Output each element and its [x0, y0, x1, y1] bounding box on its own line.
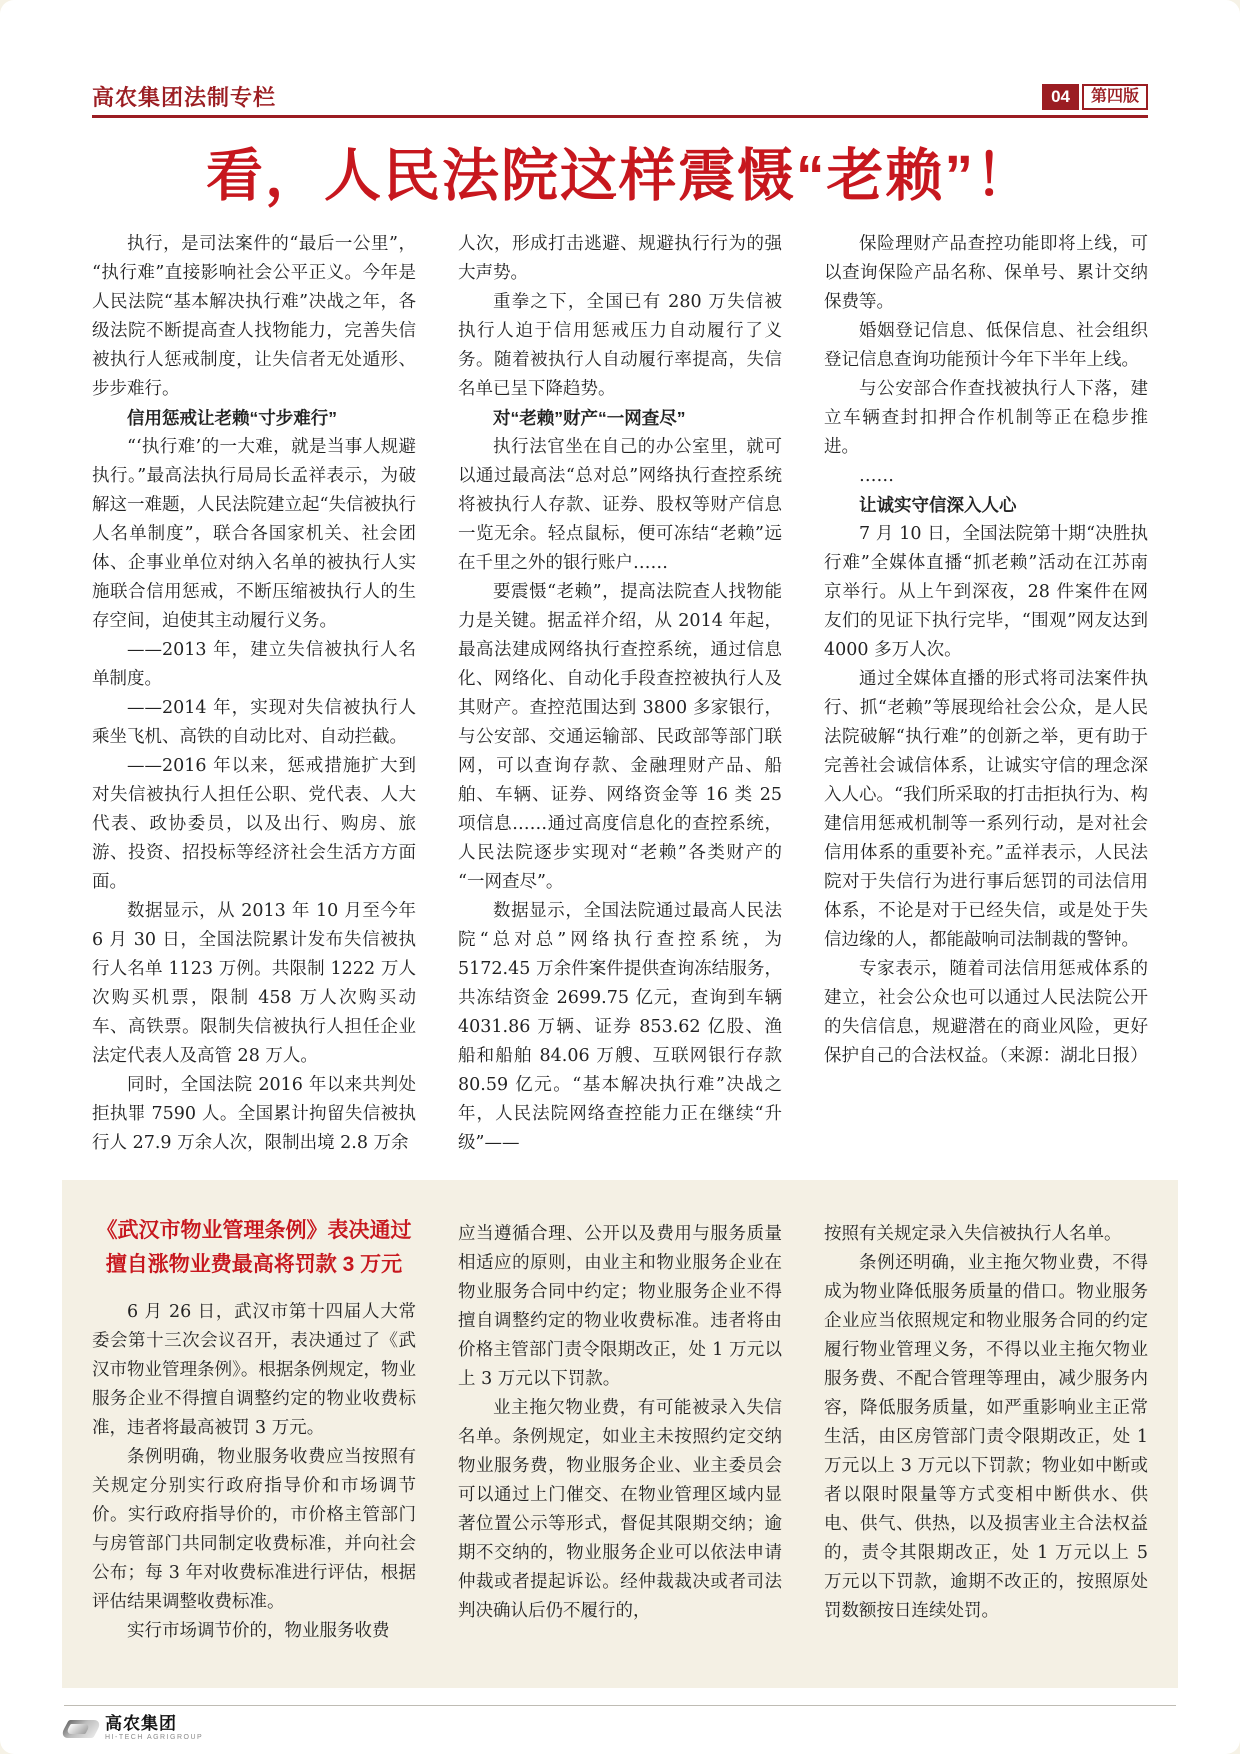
footer-logo-text: 高农集团	[105, 1714, 177, 1733]
article2-title-line2: 擅自涨物业费最高将罚款 3 万元	[105, 1252, 403, 1276]
article1-headline: 看，人民法院这样震慑“老赖”！	[206, 143, 1034, 208]
paragraph: 婚姻登记信息、低保信息、社会组织登记信息查询功能预计今年下半年上线。	[824, 320, 1148, 370]
paragraph: 数据显示，全国法院通过最高人民法院“总对总”网络执行查控系统，为 5172.45 万余件案件提供查询冻结服务，共冻结资金 2699.75 亿元，查询到车辆 4031.86 万辆、证券 853.62 亿股、渔船和船舶 84.06 万艘、互联网银行存款 80.59 亿元。“基本解决执行难”决战之年，人民法院网络查控能力正在继续“升级”——	[458, 900, 782, 1153]
company-logo-swoosh-icon	[59, 1720, 103, 1738]
footer-logo-subtext: HI-TECH AGRIGROUP	[105, 1734, 204, 1741]
article2-column-2	[458, 1214, 782, 1646]
article1-column-3	[824, 230, 1148, 1158]
footer-logo	[64, 1715, 1176, 1742]
paragraph: 6 月 26 日，武汉市第十四届人大常委会第十三次会议召开，表决通过了《武汉市物业管理条例》。根据条例规定，物业服务企业不得擅自调整约定的物业收费标准，违者将最高被罚 3 万元。	[92, 1301, 416, 1438]
footer-rule	[64, 1705, 1176, 1706]
subheading: 信用惩戒让老赖“寸步难行”	[127, 407, 337, 428]
paragraph: 数据显示，从 2013 年 10 月至今年 6 月 30 日，全国法院累计发布失信被执行人名单 1123 万例。共限制 1222 万人次购买机票，限制 458 万人次购买动车、高铁票。限制失信被执行人担任企业法定代表人及高管 28 万人。	[92, 900, 416, 1066]
paragraph: 重拳之下，全国已有 280 万失信被执行人迫于信用惩戒压力自动履行了义务。随着被执行人自动履行率提高，失信名单已呈下降趋势。	[458, 291, 782, 399]
article2-column-1	[92, 1214, 416, 1646]
paragraph: 要震慑“老赖”，提高法院查人找物能力是关键。据孟祥介绍，从 2014 年起，最高法建成网络执行查控系统，通过信息化、网络化、自动化手段查控被执行人及其财产。查控范围达到 3800 多家银行，与公安部、交通运输部、民政部等部门联网，可以查询存款、金融理财产品、船舶、车辆、证券、网络资金等 16 类 25 项信息……通过高度信息化的查控系统，人民法院逐步实现对“老赖”各类财产的“一网查尽”。	[458, 581, 782, 892]
paragraph: ——2016 年以来，惩戒措施扩大到对失信被执行人担任公职、党代表、人大代表、政协委员，以及出行、购房、旅游、投资、招投标等经济社会生活方方面面。	[92, 755, 416, 892]
subheading: 对“老赖”财产“一网查尽”	[493, 407, 686, 428]
article1-column-2	[458, 230, 782, 1158]
paragraph: 通过全媒体直播的形式将司法案件执行、抓“老赖”等展现给社会公众，是人民法院破解“执行难”的创新之举，更有助于完善社会诚信体系，让诚实守信的理念深入人心。“我们所采取的打击拒执行为、构建信用惩戒机制等一系列行动，是对社会信用体系的重要补充。”孟祥表示，人民法院对于失信行为进行事后惩罚的司法信用体系，不论是对于已经失信，或是处于失信边缘的人，都能敲响司法制裁的警钟。	[824, 668, 1148, 950]
paragraph: 实行市场调节价的，物业服务收费	[127, 1620, 390, 1641]
paragraph: 条例还明确，业主拖欠物业费，不得成为物业降低服务质量的借口。物业服务企业应当依照规定和物业服务合同的约定履行物业管理义务，不得以业主拖欠物业服务费、不配合管理等理由，减少服务内容，降低服务质量，如严重影响业主正常生活，由区房管部门责令限期改正，处 1 万元以上 3 万元以下罚款；物业如中断或者以限时限量等方式变相中断供水、供电、供气、供热，以及损害业主合法权益的，责令其限期改正，处 1 万元以上 5 万元以下罚款，逾期不改正的，按照原处罚数额按日连续处罚。	[824, 1252, 1148, 1621]
paragraph: 执行法官坐在自己的办公室里，就可以通过最高法“总对总”网络执行查控系统将被执行人存款、证券、股权等财产信息一览无余。轻点鼠标，便可冻结“老赖”远在千里之外的银行账户……	[458, 436, 782, 573]
article1-column-1	[92, 230, 416, 1158]
paragraph: 按照有关规定录入失信被执行人名单。	[824, 1223, 1122, 1244]
paragraph: 专家表示，随着司法信用惩戒体系的建立，社会公众也可以通过人民法院公开的失信信息，规避潜在的商业风险，更好保护自己的合法权益。（来源：湖北日报）	[824, 958, 1148, 1066]
paragraph: “‘执行难’的一大难，就是当事人规避执行。”最高法执行局局长孟祥表示，为破解这一难题，人民法院建立起“失信被执行人名单制度”，联合各国家机关、社会团体、企事业单位对纳入名单的被执行人实施联合信用惩戒，不断压缩被执行人的生存空间，迫使其主动履行义务。	[92, 436, 416, 631]
paragraph: 保险理财产品查控功能即将上线，可以查询保险产品名称、保单号、累计交纳保费等。	[824, 233, 1148, 312]
page-number-badge: 04	[1042, 84, 1079, 110]
edition-badge: 第四版	[1082, 84, 1148, 110]
paragraph: 应当遵循合理、公开以及费用与服务质量相适应的原则，由业主和物业服务企业在物业服务合同中约定；物业服务企业不得擅自调整约定的物业收费标准。违者将由价格主管部门责令限期改正，处 1 万元以上 3 万元以下罚款。	[458, 1223, 782, 1389]
article2-panel	[62, 1180, 1178, 1688]
paragraph: ——2014 年，实现对失信被执行人乘坐飞机、高铁的自动比对、自动拦截。	[92, 697, 416, 747]
article2-column-3	[824, 1214, 1148, 1646]
masthead-rule	[92, 115, 1148, 118]
paragraph: ……	[859, 465, 894, 486]
masthead	[92, 84, 1148, 118]
paragraph: 执行，是司法案件的“最后一公里”，“执行难”直接影响社会公平正义。今年是人民法院“基本解决执行难”决战之年，各级法院不断提高查人找物能力，完善失信被执行人惩戒制度，让失信者无处遁形、步步难行。	[92, 233, 416, 399]
paragraph: 同时，全国法院 2016 年以来共判处拒执罪 7590 人。全国累计拘留失信被执行人 27.9 万余人次，限制出境 2.8 万余	[92, 1074, 416, 1153]
paragraph: 业主拖欠物业费，有可能被录入失信名单。条例规定，如业主未按照约定交纳物业服务费，物业服务企业、业主委员会可以通过上门催交、在物业管理区域内显著位置公示等形式，督促其限期交纳；逾期不交纳的，物业服务企业可以依法申请仲裁或者提起诉讼。经仲裁裁决或者司法判决确认后仍不履行的，	[458, 1397, 782, 1621]
subheading: 让诚实守信深入人心	[859, 494, 1017, 515]
paragraph: ——2013 年，建立失信被执行人名单制度。	[92, 639, 416, 689]
paragraph: 条例明确，物业服务收费应当按照有关规定分别实行政府指导价和市场调节价。实行政府指导价的，市价格主管部门与房管部门共同制定收费标准，并向社会公布；每 3 年对收费标准进行评估，根据评估结果调整收费标准。	[92, 1446, 416, 1612]
article1-body	[92, 230, 1148, 1158]
article2-column-1-text	[92, 1298, 416, 1646]
article2-title-line1: 《武汉市物业管理条例》表决通过	[96, 1218, 412, 1242]
section-label: 高农集团法制专栏	[92, 85, 277, 110]
article2-title	[92, 1214, 416, 1282]
paragraph: 7 月 10 日，全国法院第十期“决胜执行难”全媒体直播“抓老赖”活动在江苏南京举行。从上午到深夜，28 件案件在网友们的见证下执行完毕，“围观”网友达到 4000 多万人次。	[824, 523, 1148, 660]
edition-badges	[1042, 84, 1148, 110]
page-footer	[64, 1705, 1176, 1742]
paragraph: 人次，形成打击逃避、规避执行行为的强大声势。	[458, 233, 782, 283]
paragraph: 与公安部合作查找被执行人下落，建立车辆查封扣押合作机制等正在稳步推进。	[824, 378, 1148, 457]
